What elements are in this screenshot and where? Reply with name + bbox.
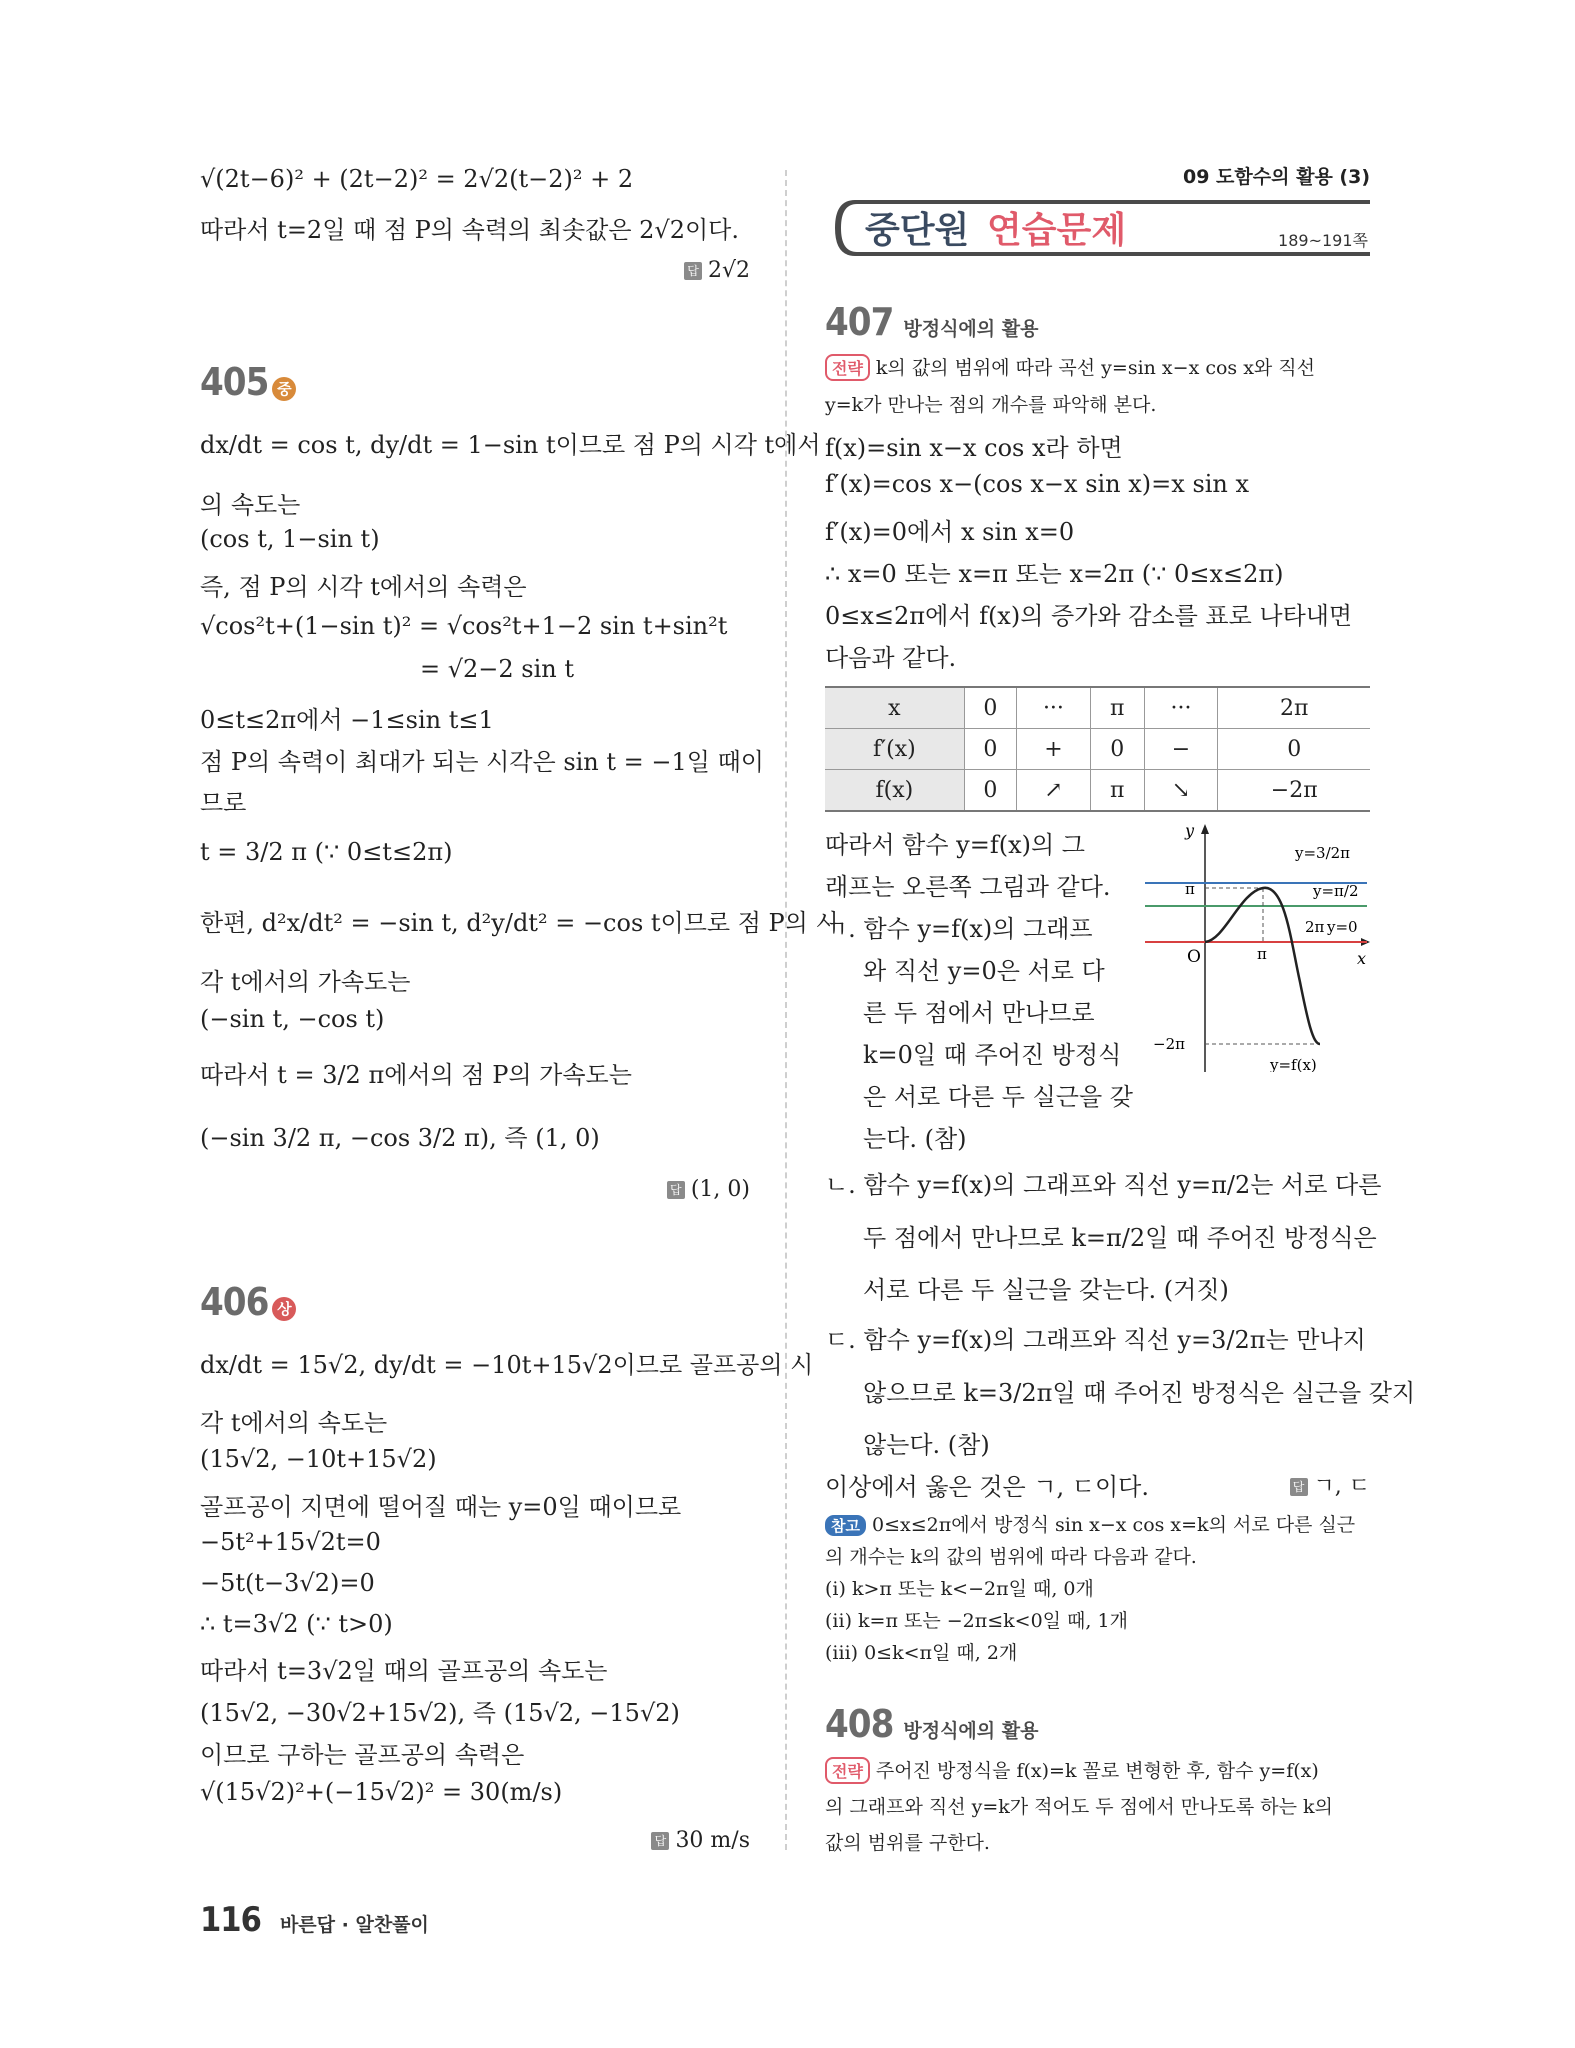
text-line: 0≤t≤2π에서 −1≤sin t≤1 xyxy=(200,706,494,734)
strategy-line: 전략 k의 값의 범위에 따라 곡선 y=sin x−x cos x와 직선 xyxy=(825,353,1315,381)
text-line: 두 점에서 만나므로 k=π/2일 때 주어진 방정식은 xyxy=(863,1224,1377,1252)
text-line: 따라서 t=3√2일 때의 골프공의 속도는 xyxy=(200,1657,608,1685)
text-line: ∴ x=0 또는 x=π 또는 x=2π (∵ 0≤x≤2π) xyxy=(825,560,1284,588)
text-line: 와 직선 y=0은 서로 다 xyxy=(863,957,1105,985)
text-line: 의 속도는 xyxy=(200,491,301,519)
problem-header-407: 407 방정식에의 활용 xyxy=(825,300,1039,344)
column-divider xyxy=(785,170,787,1850)
svg-text:y=3/2π: y=3/2π xyxy=(1295,844,1351,862)
table-row: f′(x) 0 + 0 − 0 xyxy=(825,729,1370,770)
answer: 답 (1, 0) xyxy=(667,1177,750,1202)
text-line: f′(x)=0에서 x sin x=0 xyxy=(825,518,1075,546)
difficulty-badge: 상 xyxy=(272,1297,296,1321)
strategy-line: 값의 범위를 구한다. xyxy=(825,1832,990,1854)
text-line: (cos t, 1−sin t) xyxy=(200,525,380,553)
text-line: ㄱ. 함수 y=f(x)의 그래프 xyxy=(825,915,1093,943)
answer: 답 ㄱ, ㄷ xyxy=(1290,1469,1371,1500)
text-line: 따라서 t=2일 때 점 P의 속력의 최솟값은 2√2이다. xyxy=(200,216,739,244)
text-line: 래프는 오른쪽 그림과 같다. xyxy=(825,873,1111,901)
note-line: (ii) k=π 또는 −2π≤k<0일 때, 1개 xyxy=(825,1610,1128,1632)
text-line: 따라서 t = 3/2 π에서의 점 P의 가속도는 xyxy=(200,1061,632,1089)
text-line: 다음과 같다. xyxy=(825,644,957,672)
text-line: 른 두 점에서 만나므로 xyxy=(863,999,1095,1027)
text-line: √(15√2)²+(−15√2)² = 30(m/s) xyxy=(200,1778,563,1806)
text-line: (15√2, −10t+15√2) xyxy=(200,1445,437,1473)
text-line: 즉, 점 P의 시각 t에서의 속력은 xyxy=(200,573,527,601)
note-line: 참고 0≤x≤2π에서 방정식 sin x−x cos x=k의 서로 다른 실근 xyxy=(825,1510,1355,1537)
text-line: 서로 다른 두 실근을 갖는다. (거짓) xyxy=(863,1276,1229,1304)
text-line: ㄴ. 함수 y=f(x)의 그래프와 직선 y=π/2는 서로 다른 xyxy=(825,1171,1382,1199)
text-line: 않으므로 k=3/2π일 때 주어진 방정식은 실근을 갖지 xyxy=(863,1379,1416,1407)
section-banner xyxy=(825,190,1370,266)
svg-text:−2π: −2π xyxy=(1153,1035,1185,1053)
svg-text:y=f(x): y=f(x) xyxy=(1270,1056,1317,1072)
text-line: 은 서로 다른 두 실근을 갖 xyxy=(863,1083,1133,1111)
text-line: 이므로 구하는 골프공의 속력은 xyxy=(200,1741,525,1769)
text-line: 않는다. (참) xyxy=(863,1431,990,1459)
text-line: ㄷ. 함수 y=f(x)의 그래프와 직선 y=3/2π는 만나지 xyxy=(825,1326,1366,1354)
answer: 답 30 m/s xyxy=(651,1828,750,1853)
text-line: = √2−2 sin t xyxy=(420,655,575,683)
svg-text:y=0: y=0 xyxy=(1327,918,1358,936)
text-line: 점 P의 속력이 최대가 되는 시각은 sin t = −1일 때이 xyxy=(200,748,764,776)
page-range: 189~191쪽 xyxy=(1278,231,1368,250)
strategy-line: 의 그래프와 직선 y=k가 적어도 두 점에서 만나도록 하는 k의 xyxy=(825,1796,1333,1818)
svg-text:π: π xyxy=(1185,880,1195,898)
footer xyxy=(200,1900,429,1940)
text-line: t = 3/2 π (∵ 0≤t≤2π) xyxy=(200,838,453,866)
banner-label-a: 중단원 xyxy=(865,210,970,251)
text-line: dx/dt = cos t, dy/dt = 1−sin t이므로 점 P의 시각 t에서 xyxy=(200,431,821,459)
variation-table xyxy=(825,686,1370,812)
difficulty-badge: 중 xyxy=(272,377,296,401)
note-line: (iii) 0≤k<π일 때, 2개 xyxy=(825,1642,1018,1664)
text-line: 므로 xyxy=(200,789,247,817)
svg-text:y: y xyxy=(1185,822,1195,840)
problem-header-405: 405 중 xyxy=(200,360,296,404)
table-row: x 0 ··· π ··· 2π xyxy=(825,687,1370,729)
text-line: k=0일 때 주어진 방정식 xyxy=(863,1041,1122,1069)
answer: 답 2√2 xyxy=(684,258,750,283)
text-line: (15√2, −30√2+15√2), 즉 (15√2, −15√2) xyxy=(200,1699,680,1727)
strategy-line: 전략 주어진 방정식을 f(x)=k 꼴로 변형한 후, 함수 y=f(x) xyxy=(825,1756,1319,1784)
table-row: f(x) 0 ↗ π ↘ −2π xyxy=(825,770,1370,812)
function-graph xyxy=(1145,822,1370,1072)
problem-header-406: 406 상 xyxy=(200,1280,296,1324)
note-line: 의 개수는 k의 값의 범위에 따라 다음과 같다. xyxy=(825,1546,1197,1568)
text-line: 는다. (참) xyxy=(863,1125,967,1153)
svg-text:y=π/2: y=π/2 xyxy=(1313,882,1359,900)
text-line: 골프공이 지면에 떨어질 때는 y=0일 때이므로 xyxy=(200,1493,682,1521)
note-line: (i) k>π 또는 k<−2π일 때, 0개 xyxy=(825,1578,1094,1600)
text-line: 0≤x≤2π에서 f(x)의 증가와 감소를 표로 나타내면 xyxy=(825,602,1353,630)
text-line: √(2t−6)² + (2t−2)² = 2√2(t−2)² + 2 xyxy=(200,165,634,193)
text-line: f(x)=sin x−x cos x라 하면 xyxy=(825,434,1123,462)
banner-label-b: 연습문제 xyxy=(987,210,1127,251)
text-line: (−sin t, −cos t) xyxy=(200,1005,385,1033)
text-line: −5t²+15√2t=0 xyxy=(200,1528,381,1556)
text-line: f′(x)=cos x−(cos x−x sin x)=x sin x xyxy=(825,470,1250,498)
text-line: √cos²t+(1−sin t)² = √cos²t+1−2 sin t+sin²t xyxy=(200,612,728,640)
svg-text:2π: 2π xyxy=(1305,918,1325,936)
text-line: 이상에서 옳은 것은 ㄱ, ㄷ이다. xyxy=(825,1473,1149,1501)
text-line: 한편, d²x/dt² = −sin t, d²y/dt² = −cos t이므로 점 P의 시 xyxy=(200,909,839,937)
chapter-header: 09 도함수의 활용 (3) xyxy=(1183,166,1370,188)
text-line: −5t(t−3√2)=0 xyxy=(200,1569,375,1597)
text-line: 각 t에서의 가속도는 xyxy=(200,968,411,996)
text-line: 따라서 함수 y=f(x)의 그 xyxy=(825,831,1085,859)
text-line: (−sin 3/2 π, −cos 3/2 π), 즉 (1, 0) xyxy=(200,1124,600,1152)
page-number: 116 xyxy=(200,1900,261,1940)
problem-header-408: 408 방정식에의 활용 xyxy=(825,1702,1039,1746)
text-line: 각 t에서의 속도는 xyxy=(200,1409,388,1437)
svg-text:π: π xyxy=(1257,945,1267,963)
text-line: ∴ t=3√2 (∵ t>0) xyxy=(200,1610,393,1638)
svg-text:x: x xyxy=(1357,949,1367,968)
strategy-line: y=k가 만나는 점의 개수를 파악해 본다. xyxy=(825,394,1157,416)
text-line: dx/dt = 15√2, dy/dt = −10t+15√2이므로 골프공의 시 xyxy=(200,1351,814,1379)
svg-text:O: O xyxy=(1187,947,1201,967)
book-title: 바른답 · 알찬풀이 xyxy=(279,1914,429,1936)
